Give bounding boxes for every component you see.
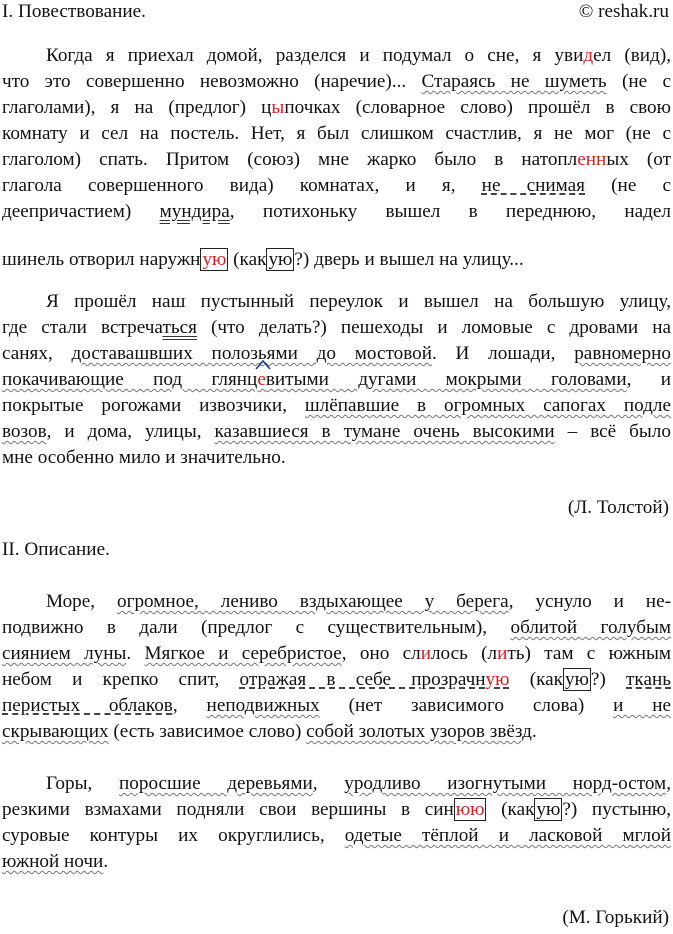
text-line: [2, 668, 671, 692]
boxed-ending: ую: [268, 249, 293, 270]
boxed-ending: юю: [455, 799, 485, 820]
highlighted-letter: ы: [271, 97, 285, 118]
text-fragment: , потихоньку вышел в переднюю, надел: [229, 201, 671, 222]
underlined-phrase: Стараясь не шуметь: [421, 71, 607, 92]
text-fragment: глаголами), я на (предлог) ц: [2, 97, 272, 118]
underlined-phrase: покачивающие под глянц: [2, 369, 258, 390]
text-fragment: ?): [590, 669, 627, 690]
text-line: [2, 420, 671, 444]
text-line: [2, 316, 671, 340]
text-fragment: , уснуло и не-: [508, 591, 671, 612]
underlined-phrase: перистых облаков: [2, 695, 173, 716]
text-fragment: ть) там с южным: [507, 643, 671, 664]
text-fragment: Море,: [46, 591, 117, 612]
text-fragment: (нет зависимого слова): [319, 695, 614, 716]
text-fragment: почках (словарное слово) прошёл в свою: [284, 97, 671, 118]
text-fragment: ,: [666, 45, 672, 66]
text-line: [2, 616, 671, 640]
text-fragment: Когда я приехал домой, разделся и подумал о сне, я уви: [46, 45, 584, 66]
text-fragment: , и: [626, 369, 671, 390]
text-line: [2, 850, 671, 874]
text-fragment: что это совершенно невозможно (наречие)...: [2, 71, 422, 92]
underlined-phrase: казавшиеся в тумане очень высокими: [214, 421, 555, 442]
text-fragment: где стали встреча: [2, 317, 163, 338]
caret-mark: [257, 368, 266, 392]
text-fragment: ,: [172, 695, 207, 716]
text-line: [2, 694, 671, 718]
text-line: [2, 200, 671, 224]
text-fragment: ?) дверь и вышел на улицу...: [294, 249, 524, 270]
text-fragment: суровые контуры их округлились,: [2, 825, 345, 846]
author-attribution: (М. Горький): [562, 907, 669, 928]
highlighted-letter: и: [497, 643, 508, 664]
underlined-phrase: облитой голубым: [510, 617, 671, 638]
highlighted-letters: енн: [577, 149, 607, 170]
underlined-phrase: Мягкое и серебристое: [144, 643, 342, 664]
underlined-letter: д: [650, 45, 660, 66]
text-fragment: шинель отворил наружн: [2, 249, 201, 270]
text-line: комнату и сел на постель. Нет, я был слишком счастлив, я не мог (не с: [2, 123, 671, 144]
text-fragment: резкими взмахами подняли свои вершины в син: [2, 799, 454, 820]
underlined-word: ткань: [626, 669, 671, 690]
section-1-heading: I. Повествование.: [2, 1, 146, 22]
text-fragment: (как: [486, 799, 535, 820]
underlined-word: возов: [2, 421, 47, 442]
text-fragment: подвижно в дали (предлог с существительным),: [2, 617, 511, 638]
text-line: [0, 772, 671, 796]
underlined-phrase: не снимая: [481, 175, 586, 196]
text-fragment: глагола совершенного вида) комнатах, и я,: [2, 175, 482, 196]
text-line: [2, 368, 671, 392]
text-line: [2, 174, 671, 198]
underlined-phrase: доставашвших полозьями до мостовой: [71, 343, 432, 364]
text-line: [2, 824, 671, 848]
underlined-phrase: витыми дугами мокрыми головами: [265, 369, 627, 390]
highlighted-ending: ую: [485, 669, 510, 690]
underlined-phrase: отражая в себе прозрачн: [239, 669, 486, 690]
text-fragment: ): [659, 45, 667, 66]
underlined-phrase: и не: [613, 695, 672, 716]
text-fragment: .: [103, 851, 109, 872]
text-line: [2, 342, 671, 366]
text-line: мне особенно мило и значительно.: [2, 447, 286, 468]
text-fragment: деепричастием): [2, 201, 160, 222]
watermark: © reshak.ru: [578, 1, 669, 22]
underlined-phrase: огромное, лениво вздыхающее у берега: [117, 591, 509, 612]
author-attribution: (Л. Толстой): [567, 497, 669, 518]
underlined-ending: ться: [162, 317, 197, 338]
highlighted-letter: д: [583, 45, 594, 66]
text-fragment: ых (от: [606, 149, 671, 170]
text-line: [2, 394, 671, 418]
highlighted-letter: е: [257, 369, 266, 390]
text-fragment: глаголом) спать. Притом (союз) мне жарко было в натопл: [2, 149, 578, 170]
underlined-phrase: собой золотых узоров звёзд: [306, 721, 532, 742]
text-fragment: ,: [666, 773, 671, 794]
text-fragment: Горы,: [46, 773, 119, 794]
text-line: Я прошёл наш пустынный переулок и вышел на большую улицу,: [46, 291, 671, 312]
underlined-phrase: южной ночи: [2, 851, 104, 872]
text-fragment: (как: [228, 249, 267, 270]
boxed-ending: ую: [564, 669, 589, 690]
text-line: [2, 96, 671, 120]
text-fragment: . И лошади,: [432, 343, 575, 364]
text-fragment: санях,: [2, 343, 72, 364]
text-line: [2, 798, 671, 822]
text-line: [0, 44, 671, 68]
underlined-word: неподвижных: [206, 695, 320, 716]
text-fragment: (что делать?) пешеходы и ломовые с дровами на: [196, 317, 671, 338]
caret-icon: [255, 360, 271, 370]
text-line: [2, 70, 671, 94]
text-fragment: .: [531, 721, 537, 742]
text-fragment: , и дома, улицы,: [46, 421, 215, 442]
text-line: [2, 148, 671, 172]
boxed-ending: ую: [202, 249, 227, 270]
text-fragment: (не с: [585, 175, 671, 196]
section-2-heading: II. Описание.: [2, 539, 110, 560]
text-fragment: небом и крепко спит,: [2, 669, 240, 690]
text-line: [2, 248, 671, 272]
text-fragment: ?) пустыню,: [562, 799, 671, 820]
underlined-word: скрывающих: [2, 721, 109, 742]
text-line: [2, 642, 671, 666]
underlined-phrase: шлёпавшие в огромных сапогах подле: [304, 395, 671, 416]
text-fragment: (не с: [606, 71, 671, 92]
text-line: [0, 590, 671, 614]
text-line: [2, 720, 671, 744]
underlined-phrase: уродливо изогнутыми норд-остом: [344, 773, 667, 794]
underlined-word: мундира: [159, 201, 230, 222]
text-fragment: , оно сл: [341, 643, 421, 664]
text-fragment: (есть зависимое слово): [108, 721, 307, 742]
underlined-word: равномерно: [574, 343, 671, 364]
text-fragment: покрытые рогожами извозчики,: [2, 395, 305, 416]
text-fragment: – всё было: [554, 421, 671, 442]
underlined-phrase: сиянием луны: [2, 643, 127, 664]
boxed-ending: ую: [536, 799, 561, 820]
text-fragment: .: [126, 643, 145, 664]
text-fragment: ел (ви: [593, 45, 651, 66]
underlined-phrase: поросшие деревьями: [118, 773, 313, 794]
underlined-phrase: одетые тёплой и ласковой мглой: [344, 825, 671, 846]
text-fragment: лось (л: [430, 643, 498, 664]
highlighted-letter: и: [420, 643, 431, 664]
text-fragment: (как: [509, 669, 563, 690]
text-fragment: ,: [312, 773, 345, 794]
